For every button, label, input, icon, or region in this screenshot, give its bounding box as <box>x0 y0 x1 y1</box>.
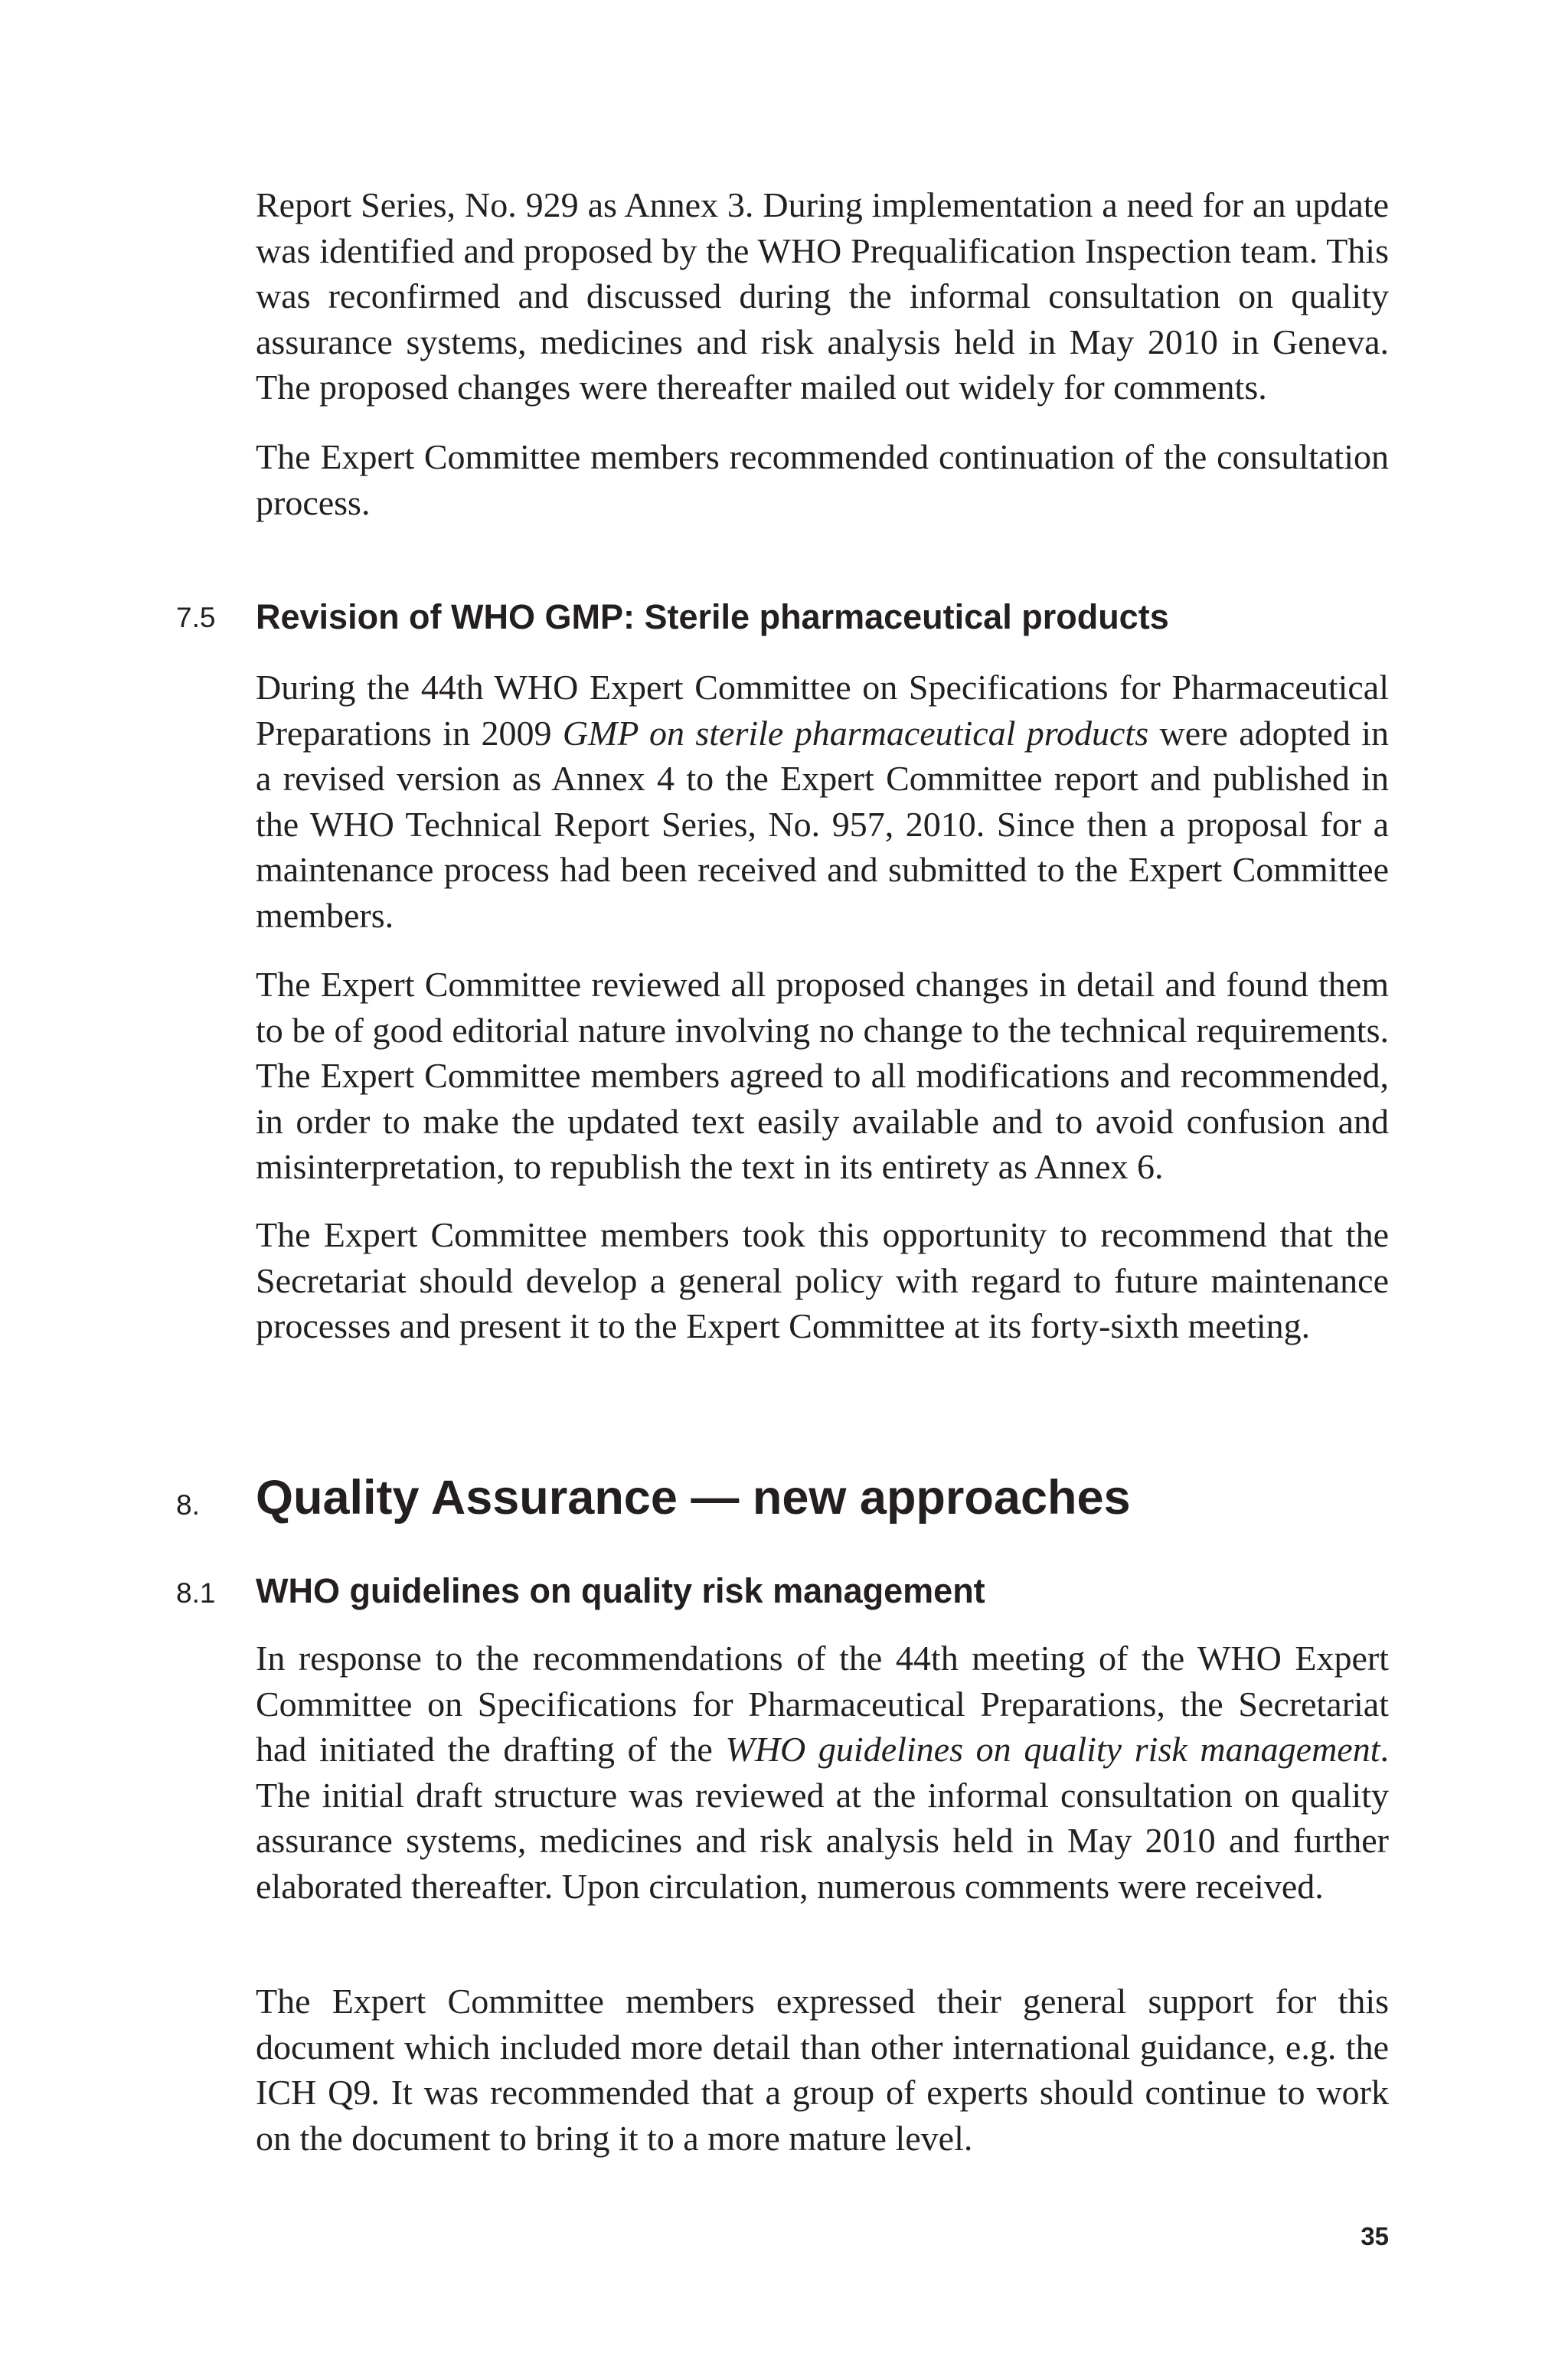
section-7-5-number: 7.5 <box>176 602 216 633</box>
intro-paragraph-2: The Expert Committee members recommended continuation of the consultation process. <box>256 437 1389 522</box>
section-8-1-title: WHO guidelines on quality risk management <box>256 1571 985 1610</box>
section-8-1-paragraph-1-italic: WHO guidelines on quality risk management <box>725 1730 1380 1769</box>
page-number: 35 <box>1361 2222 1389 2250</box>
section-7-5-paragraph-1-text: During the 44th WHO Expert Committee on Specifications for Pharmaceutical Preparations in 2009 <box>256 668 1389 753</box>
section-7-5-paragraph-3: The Expert Committee members took this opportunity to recommend that the Secretariat should develop a general policy with regard to future maintenance processes and present it to the Expert Committee at its forty-sixth meeting. <box>256 1215 1389 1345</box>
section-8-1-paragraph-1-text-cont: . The initial draft structure was reviewed at the informal consultation on quality assurance systems, medicines and risk analysis held in May 2010 and further elaborated thereafter. Upon circulation, numerous comments were received. <box>256 1730 1389 1906</box>
chapter-8-title: Quality Assurance — new approaches <box>256 1471 1131 1525</box>
section-8-1-paragraph-1-text: In response to the recommendations of the 44th meeting of the WHO Expert Committee on Specifications for Pharmaceutical Preparations, the Secretariat had initiated the drafting of the <box>256 1639 1389 1769</box>
section-8-1-paragraph-2: The Expert Committee members expressed their general support for this document which included more detail than other international guidance, e.g. the ICH Q9. It was recommended that a group of experts should continue to work on the document to bring it to a more mature level. <box>256 1982 1389 2158</box>
section-7-5-paragraph-1-italic: GMP on sterile pharmaceutical products <box>562 713 1149 753</box>
section-8-1-paragraph-1 <box>256 1636 1389 1909</box>
section-7-5-paragraph-1 <box>256 665 1389 938</box>
section-7-5-paragraph-1-text-cont: were adopted in a revised version as Annex 4 to the Expert Committee report and published in the WHO Technical Report Series, No. 957, 2010. Since then a proposal for a maintenance process had been received and submitted to the Expert Committee members. <box>256 713 1389 935</box>
intro-paragraph-1: Report Series, No. 929 as Annex 3. During implementation a need for an update was identified and proposed by the WHO Prequalification Inspection team. This was reconfirmed and discussed during the informal consultation on quality assurance systems, medicines and risk analysis held in May 2010 in Geneva. The proposed changes were thereafter mailed out widely for comments. <box>256 185 1389 407</box>
section-8-1-number: 8.1 <box>176 1577 216 1609</box>
section-7-5-paragraph-2: The Expert Committee reviewed all proposed changes in detail and found them to be of good editorial nature involving no change to the technical requirements. The Expert Committee members agreed to all modifications and recommended, in order to make the updated text easily available and to avoid confusion and misinterpretation, to republish the text in its entirety as Annex 6. <box>256 965 1389 1186</box>
chapter-8-number: 8. <box>176 1489 200 1521</box>
section-7-5-title: Revision of WHO GMP: Sterile pharmaceutical products <box>256 597 1169 636</box>
